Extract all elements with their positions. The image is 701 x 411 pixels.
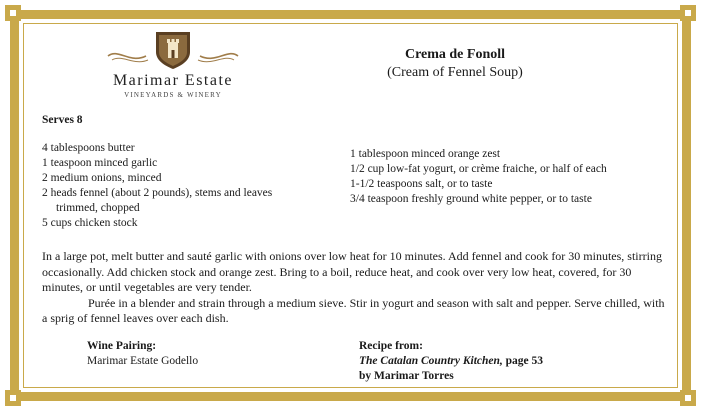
wine-pairing: [87, 339, 198, 369]
frame-corner-icon: [5, 5, 21, 21]
recipe-source-book-line: [359, 354, 543, 369]
ingredients-left: [42, 141, 282, 231]
wine-pairing-value: Marimar Estate Godello: [87, 355, 199, 367]
wine-pairing-label: Wine Pairing:: [87, 340, 157, 352]
ingredient-item: 2 heads fennel (about 2 pounds), stems and leaves trimmed, chopped: [42, 187, 273, 214]
serves-count: Serves 8: [42, 114, 83, 126]
brand-tagline: VINEYARDS & WINERY: [124, 91, 222, 99]
recipe-source-label: Recipe from:: [359, 340, 423, 352]
ingredient-item: 4 tablespoons butter: [42, 142, 135, 154]
recipe-source-book: The Catalan Country Kitchen,: [359, 355, 503, 367]
ingredient-item: 1-1/2 teaspoons salt, or to taste: [350, 178, 493, 190]
frame-corner-icon: [680, 5, 696, 21]
ingredient-item: 5 cups chicken stock: [42, 217, 138, 229]
ingredient-item: 2 medium onions, minced: [42, 172, 162, 184]
ingredient-item: 3/4 teaspoon freshly ground white pepper, or to taste: [350, 193, 592, 205]
brand-name: Marimar Estate: [112, 72, 234, 89]
ingredients-right: [350, 147, 670, 207]
ingredient-item: 1 teaspoon minced garlic: [42, 157, 158, 169]
recipe-source-author: by Marimar Torres: [359, 370, 454, 382]
recipe-subtitle: (Cream of Fennel Soup): [387, 65, 523, 80]
method-text: [42, 249, 667, 327]
shield-crest-icon: [98, 30, 248, 70]
ingredient-item: 1/2 cup low-fat yogurt, or crème fraiche, or half of each: [350, 163, 607, 175]
recipe-title: Crema de Fonoll: [404, 47, 506, 62]
frame-corner-icon: [680, 390, 696, 406]
recipe-source-page: page 53: [502, 355, 544, 367]
ingredient-item: 1 tablespoon minced orange zest: [350, 148, 501, 160]
winery-logo: [88, 30, 258, 99]
method-paragraph: In a large pot, melt butter and sauté garlic with onions over low heat for 10 minutes. Add fennel and cook for 30 minutes, stirring occasionally. Add chicken stock and orange zest. Bring to a boil, reduce heat, and cook over very low heat, covered, for 30 minutes, or until vegetables are very tender.: [42, 249, 662, 294]
frame-corner-icon: [5, 390, 21, 406]
recipe-title-block: [355, 47, 555, 81]
method-paragraph: Purée in a blender and strain through a medium sieve. Stir in yogurt and season with salt and pepper. Serve chilled, with a sprig of fennel leaves over each dish.: [42, 295, 665, 325]
recipe-source: [359, 339, 543, 384]
